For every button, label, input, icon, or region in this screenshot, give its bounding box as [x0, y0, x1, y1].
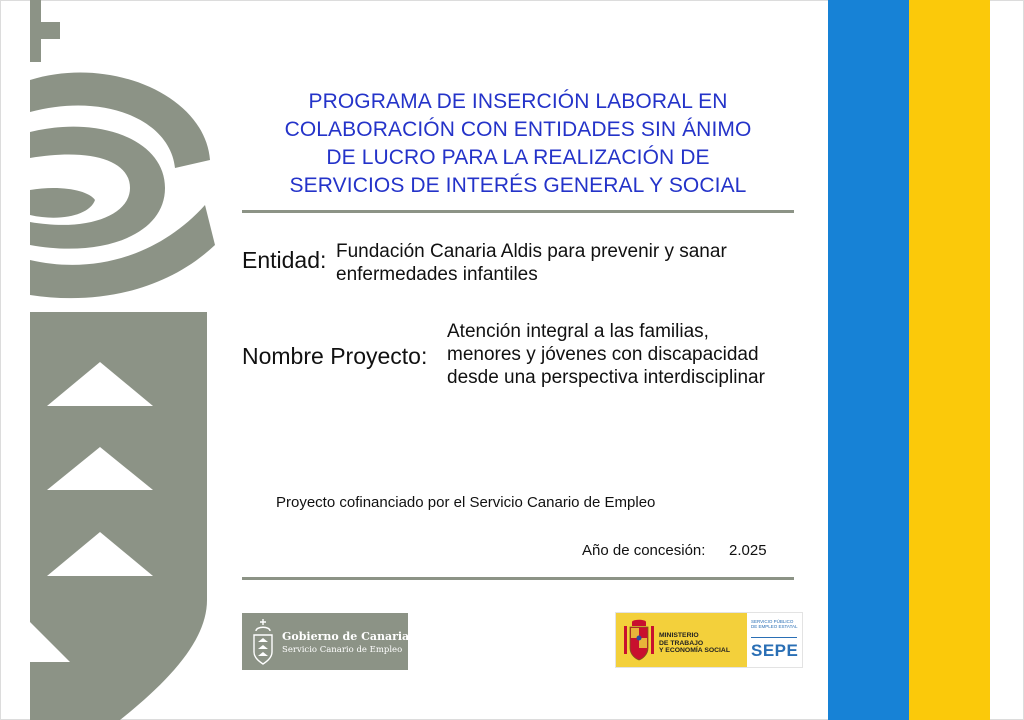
project-value: [447, 320, 765, 389]
sepe-small-line: DE EMPLEO ESTATAL: [751, 624, 798, 629]
spain-coat-of-arms-icon: [623, 618, 655, 662]
ministerio-line: DE TRABAJO: [659, 639, 704, 647]
divider-bottom: [242, 577, 794, 580]
gobierno-name: Gobierno de Canarias: [282, 630, 416, 643]
divider-top: [242, 210, 794, 213]
sepe-divider: [751, 637, 797, 638]
flag-stripe-yellow: [909, 0, 990, 720]
ministerio-text: [659, 632, 730, 655]
entity-value: [336, 240, 727, 286]
concession-year-value: 2.025: [729, 542, 767, 559]
sepe-small-line: SERVICIO PÚBLICO: [751, 619, 794, 624]
concession-year-label: Año de concesión:: [582, 542, 706, 559]
project-value-line: desde una perspectiva interdisciplinar: [447, 367, 765, 388]
sepe-small-text: [751, 619, 798, 629]
project-value-line: Atención integral a las familias,: [447, 321, 709, 342]
flag-stripe-blue: [828, 0, 909, 720]
canarias-crest-icon: [250, 618, 276, 665]
title-line: COLABORACIÓN CON ENTIDADES SIN ÁNIMO: [284, 118, 752, 141]
entity-value-line: Fundación Canaria Aldis para prevenir y sanar: [336, 241, 727, 262]
cofinancing-text: Proyecto cofinanciado por el Servicio Canario de Empleo: [276, 494, 656, 511]
title-line: PROGRAMA DE INSERCIÓN LABORAL EN: [308, 90, 728, 113]
title-line: SERVICIOS DE INTERÉS GENERAL Y SOCIAL: [289, 174, 747, 197]
ministerio-line: MINISTERIO: [659, 632, 699, 639]
entity-label: Entidad:: [242, 247, 327, 273]
project-value-line: menores y jóvenes con discapacidad: [447, 344, 759, 365]
ministerio-line: Y ECONOMÍA SOCIAL: [659, 647, 730, 655]
entity-value-line: enfermedades infantiles: [336, 264, 538, 285]
ministerio-sepe-logo: [615, 612, 803, 668]
gobierno-sub: Servicio Canario de Empleo: [282, 645, 403, 655]
title-line: DE LUCRO PARA LA REALIZACIÓN DE: [326, 146, 710, 169]
gobierno-canarias-logo: [242, 613, 416, 670]
sepe-wordmark: SEPE: [751, 641, 799, 660]
project-label: Nombre Proyecto:: [242, 343, 428, 369]
program-title: [238, 88, 798, 200]
canarias-emblem-icon: [0, 0, 230, 720]
